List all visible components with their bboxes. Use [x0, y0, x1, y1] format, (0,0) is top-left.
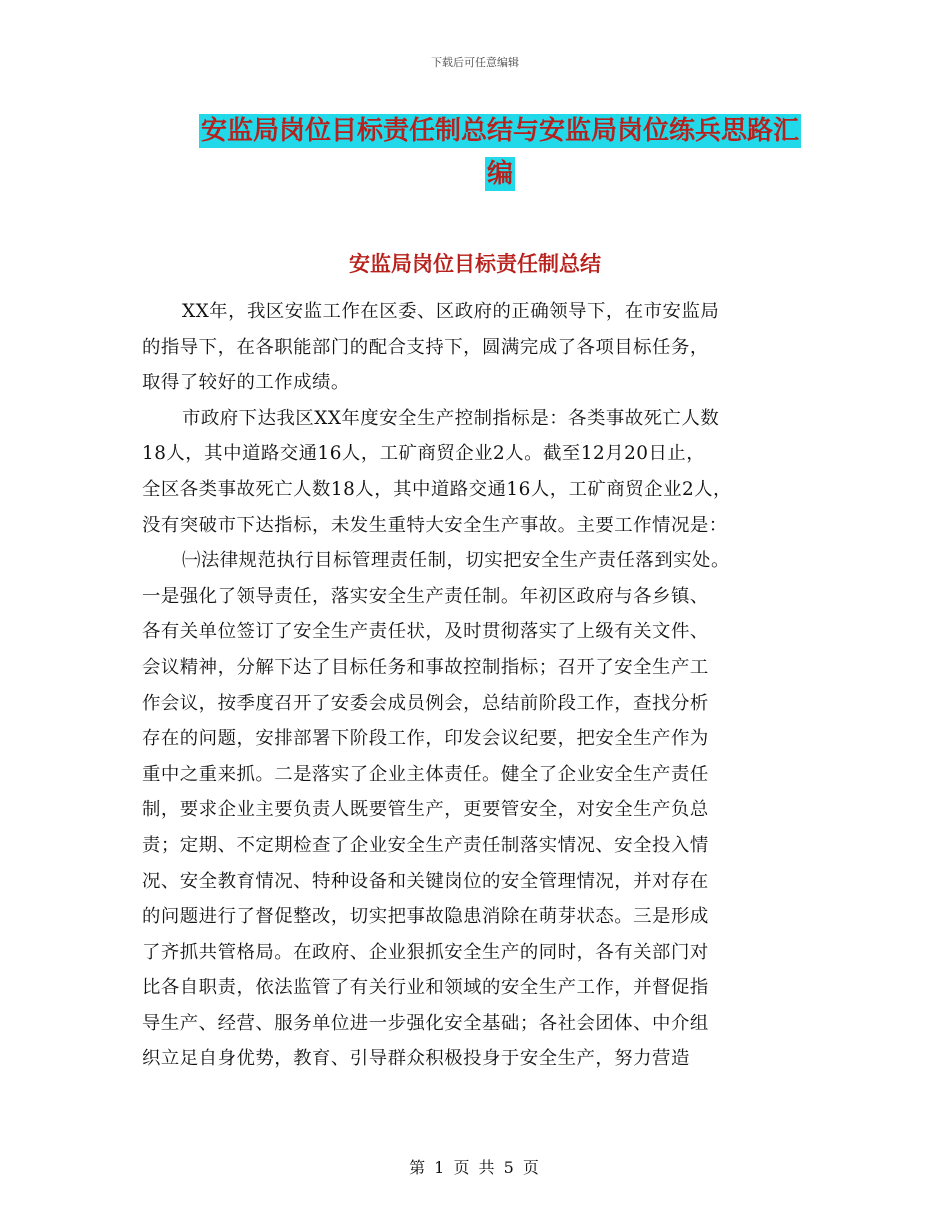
body-line: 的指导下，在各职能部门的配合支持下，圆满完成了各项目标任务， [142, 336, 709, 358]
page-footer: 第 1 页 共 5 页 [409, 1158, 541, 1177]
body-line: 一是强化了领导责任，落实安全生产责任制。年初区政府与各乡镇、 [142, 585, 709, 607]
body-line: XX年，我区安监工作在区委、区政府的正确领导下，在市安监局 [182, 301, 720, 322]
body-line: ㈠法律规范执行目标管理责任制，切实把安全生产责任落到实处。 [182, 550, 730, 572]
body-line: 18人，其中道路交通16人，工矿商贸企业2人。截至12月20日止， [142, 443, 706, 465]
body-line: 会议精神，分解下达了目标任务和事故控制指标；召开了安全生产工 [142, 656, 709, 678]
body-line: 导生产、经营、服务单位进一步强化安全基础；各社会团体、中介组 [142, 1012, 709, 1034]
body-line: 比各自职责，依法监管了有关行业和领域的安全生产工作，并督促指 [142, 977, 709, 999]
document-title-line-1: 安监局岗位目标责任制总结与安监局岗位练兵思路汇 [200, 116, 799, 146]
section-title: 安监局岗位目标责任制总结 [349, 252, 601, 276]
body-line: 没有突破市下达指标，未发生重特大安全生产事故。主要工作情况是： [142, 514, 728, 536]
body-line: 了齐抓共管格局。在政府、企业狠抓安全生产的同时，各有关部门对 [142, 941, 709, 963]
body-line: 作会议，按季度召开了安委会成员例会，总结前阶段工作，查找分析 [142, 692, 709, 714]
body-line: 况、安全教育情况、特种设备和关键岗位的安全管理情况，并对存在 [142, 870, 709, 892]
body-line: 制，要求企业主要负责人既要管生产，更要管安全，对安全生产负总 [142, 799, 709, 821]
body-line: 各有关单位签订了安全生产责任状，及时贯彻落实了上级有关文件、 [142, 621, 709, 643]
body-line: 全区各类事故死亡人数18人，其中道路交通16人，工矿商贸企业2人， [142, 478, 732, 500]
body-line: 市政府下达我区XX年度安全生产控制指标是：各类事故死亡人数 [182, 407, 720, 429]
body-text [142, 294, 822, 1077]
body-line: 取得了较好的工作成绩。 [142, 372, 350, 394]
document-title [190, 110, 810, 196]
body-line: 存在的问题，安排部署下阶段工作，印发会议纪要，把安全生产作为 [142, 728, 709, 750]
body-line: 的问题进行了督促整改，切实把事故隐患消除在萌芽状态。三是形成 [142, 906, 709, 928]
header-note: 下载后可任意编辑 [431, 56, 519, 69]
body-line: 织立足自身优势，教育、引导群众积极投身于安全生产，努力营造 [142, 1048, 690, 1070]
document-title-line-2: 编 [486, 159, 513, 189]
body-line: 责；定期、不定期检查了企业安全生产责任制落实情况、安全投入情 [142, 834, 709, 856]
body-line: 重中之重来抓。二是落实了企业主体责任。健全了企业安全生产责任 [142, 763, 709, 785]
